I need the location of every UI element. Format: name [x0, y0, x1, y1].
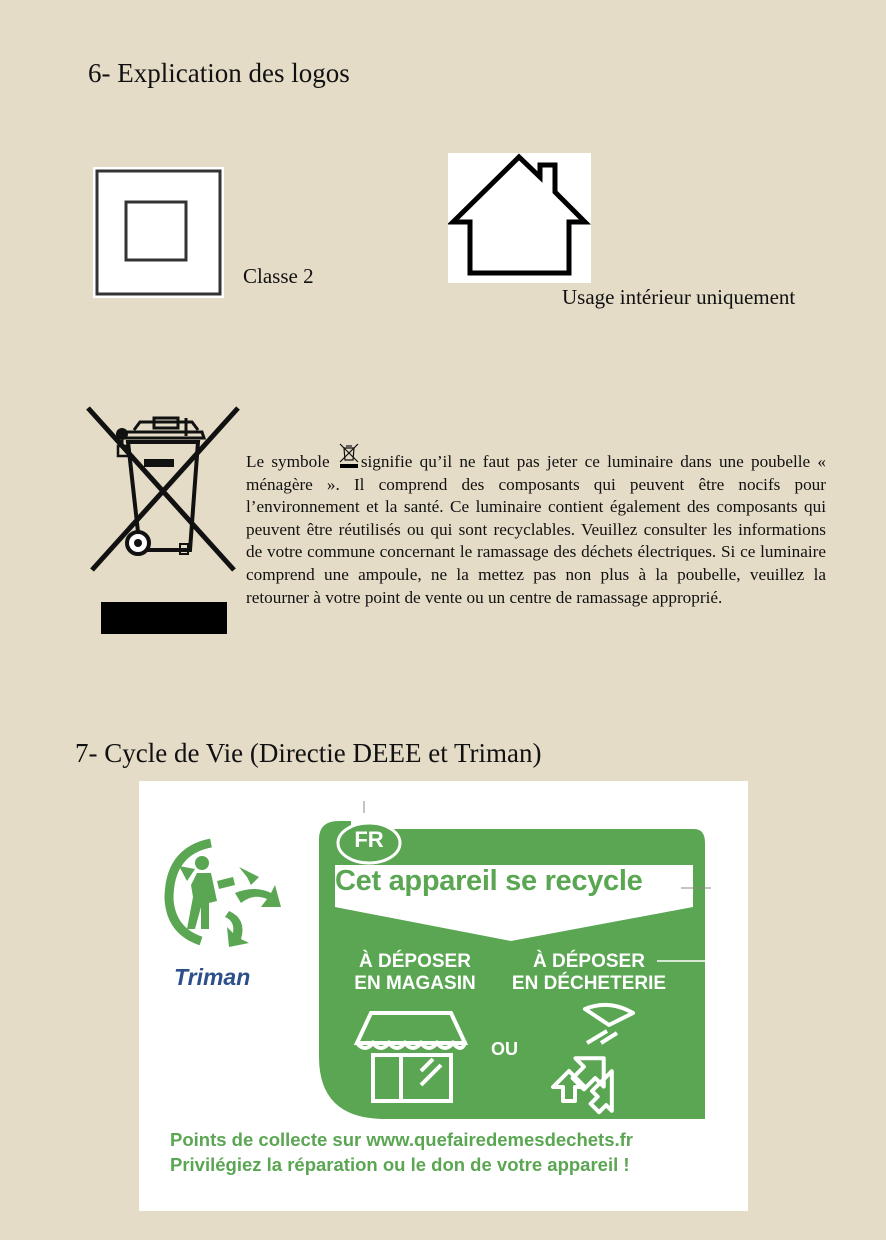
class-2-icon	[93, 167, 224, 298]
option-center	[505, 951, 673, 995]
footer-line-1: Points de collecte sur www.quefairedemesdechets.fr	[170, 1129, 633, 1150]
option-store-line2: EN MAGASIN	[354, 973, 476, 994]
weee-crossed-bin-icon	[84, 402, 244, 637]
option-center-line1: À DÉPOSER	[533, 951, 645, 972]
triman-label: Triman	[174, 964, 251, 990]
weee-description	[246, 443, 826, 609]
or-label: OU	[491, 1039, 518, 1059]
weee-inline-icon	[337, 443, 361, 469]
option-center-line2: EN DÉCHETERIE	[511, 973, 667, 994]
footer-line-2: Privilégiez la réparation ou le don de votre appareil !	[170, 1154, 630, 1175]
indoor-house-icon	[448, 153, 591, 283]
triman-footer	[170, 1127, 633, 1177]
option-store-line1: À DÉPOSER	[359, 951, 471, 972]
section-7-title: 7- Cycle de Vie (Directie DEEE et Triman)	[75, 738, 542, 768]
weee-text-body: signifie qu’il ne faut pas jeter ce luminaire dans une poubelle « ménagère ». Il comprend des composants qui peuvent être nocifs pour l’environnement et la santé. Ce luminaire contient également des composants qui peuvent être réutilisés ou qui sont recyclables. Veuillez consulter les informations de votre commune concernant le ramassage des déchets électriques. Si ce luminaire comprend une ampoule, ne la mettez pas non plus à la poubelle, veuillez la retourner à votre point de vente ou un centre de ramassage approprié.	[246, 452, 827, 607]
recycle-headline: Cet appareil se recycle	[335, 865, 643, 897]
triman-icon	[169, 843, 281, 947]
indoor-label: Usage intérieur uniquement	[562, 285, 796, 309]
triman-panel	[139, 781, 748, 1211]
weee-text-prefix: Le symbole	[246, 452, 337, 471]
country-badge: FR	[354, 827, 384, 852]
option-store	[341, 951, 489, 995]
classe-2-label: Classe 2	[243, 264, 314, 288]
section-6-title: 6- Explication des logos	[88, 58, 350, 88]
